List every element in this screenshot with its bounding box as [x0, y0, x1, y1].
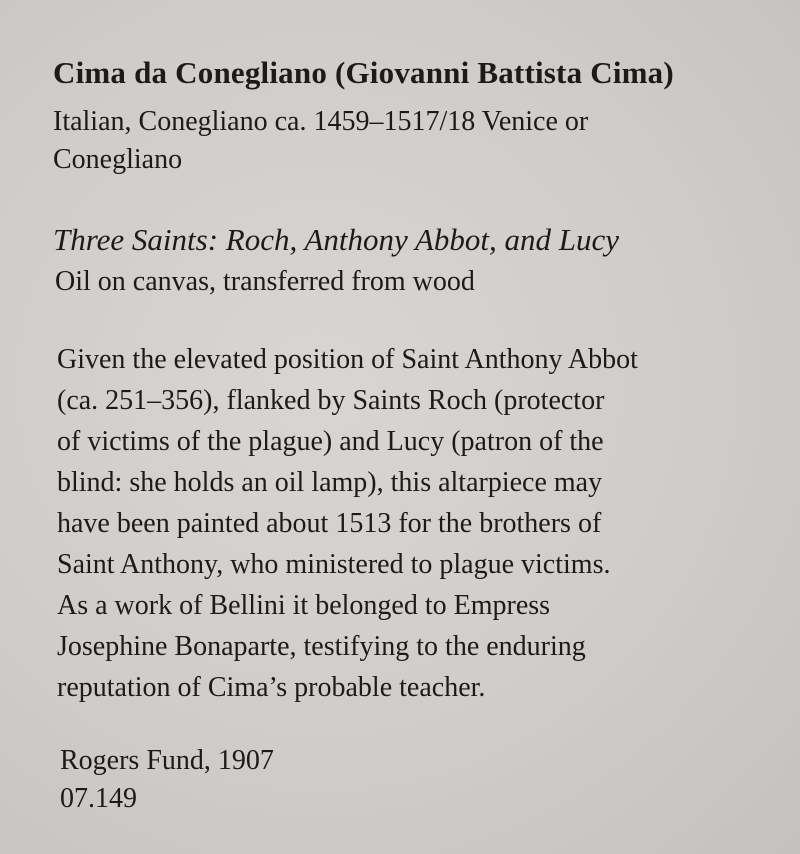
description-line: have been painted about 1513 for the brothers of: [57, 508, 602, 539]
artwork-medium: Oil on canvas, transferred from wood: [55, 266, 475, 297]
artist-details-line: Italian, Conegliano ca. 1459–1517/18 Venice or: [53, 106, 589, 137]
artwork-title: Three Saints: Roch, Anthony Abbot, and Lucy: [53, 222, 619, 257]
description-line: (ca. 251–356), flanked by Saints Roch (protector: [57, 385, 605, 416]
artist-details-line: Conegliano: [53, 144, 183, 175]
description-line: Saint Anthony, who ministered to plague victims.: [57, 549, 611, 580]
description-line: Given the elevated position of Saint Anthony Abbot: [57, 344, 638, 375]
description-line: of victims of the plague) and Lucy (patron of the: [57, 426, 604, 457]
credit-fund: Rogers Fund, 1907: [60, 745, 274, 776]
accession-number: 07.149: [60, 783, 137, 814]
description-line: Josephine Bonaparte, testifying to the enduring: [57, 631, 586, 662]
description-line: As a work of Bellini it belonged to Empress: [57, 590, 551, 621]
artist-name: Cima da Conegliano (Giovanni Battista Cima): [53, 55, 674, 90]
description-line: reputation of Cima’s probable teacher.: [57, 672, 486, 703]
description-line: blind: she holds an oil lamp), this altarpiece may: [57, 467, 603, 498]
